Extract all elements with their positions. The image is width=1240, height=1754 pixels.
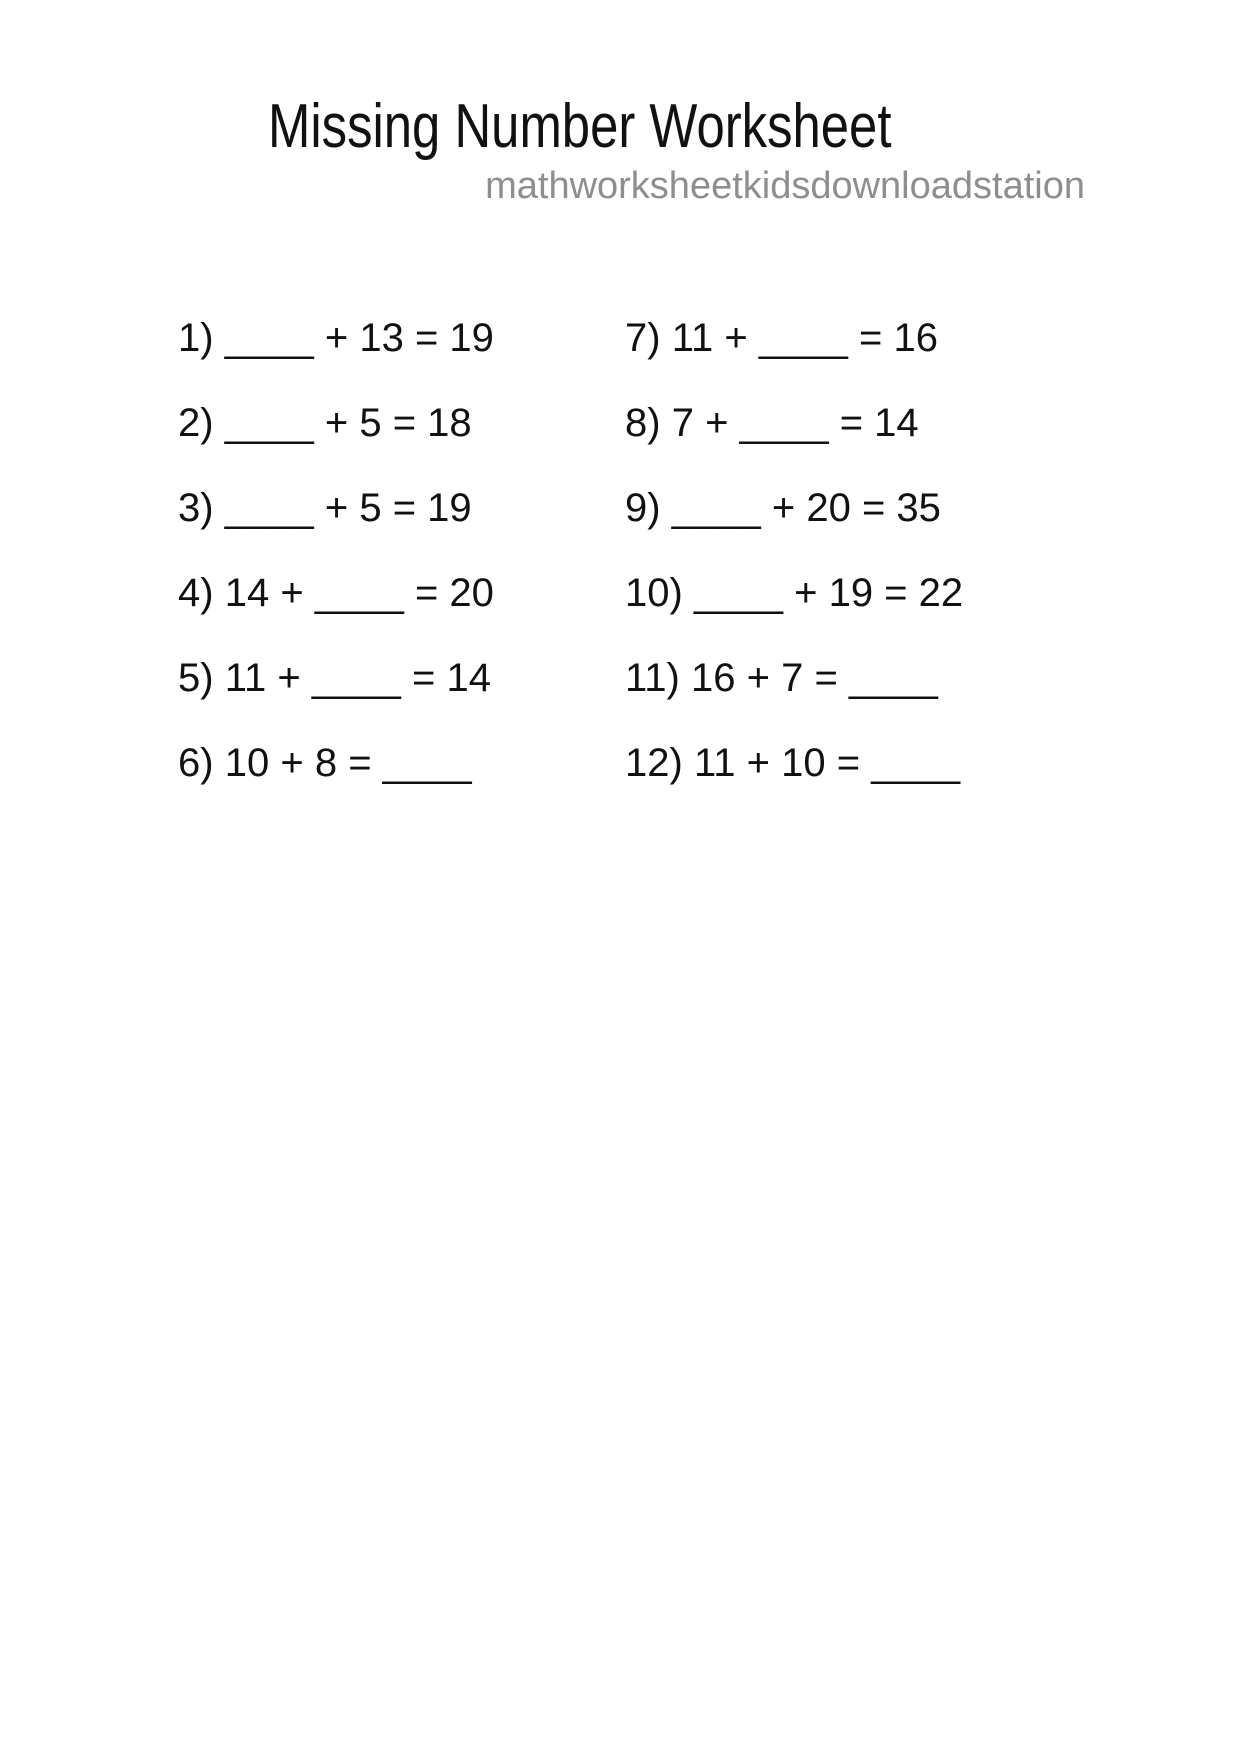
problem-label: 1) [178, 316, 214, 360]
problem-item [178, 381, 625, 466]
problems-column-right [625, 296, 963, 806]
problem-label: 6) [178, 741, 214, 785]
problem-label: 9) [625, 486, 661, 530]
problem-item [178, 466, 625, 551]
problem-expression: 16 + 7 = ____ [691, 656, 938, 700]
problem-label: 2) [178, 401, 214, 445]
problem-expression: ____ + 20 = 35 [671, 486, 941, 530]
problem-expression: 14 + ____ = 20 [224, 571, 494, 615]
worksheet-title: Missing Number Worksheet [268, 92, 892, 161]
problem-label: 12) [625, 741, 683, 785]
problem-label: 3) [178, 486, 214, 530]
problem-item [178, 721, 625, 806]
problem-item [625, 551, 963, 636]
problem-label: 4) [178, 571, 214, 615]
problem-expression: ____ + 13 = 19 [224, 316, 494, 360]
problem-expression: 7 + ____ = 14 [671, 401, 919, 445]
problem-item [178, 296, 625, 381]
problem-expression: 11 + ____ = 14 [224, 656, 491, 700]
problem-expression: 11 + ____ = 16 [671, 316, 938, 360]
problem-label: 11) [625, 656, 680, 700]
problems-column-left [178, 296, 625, 806]
problem-item [178, 551, 625, 636]
watermark-text: mathworksheetkidsdownloadstation [485, 165, 1085, 207]
problem-label: 8) [625, 401, 661, 445]
problem-expression: ____ + 19 = 22 [694, 571, 964, 615]
problem-label: 5) [178, 656, 214, 700]
problem-item [625, 296, 963, 381]
problem-expression: ____ + 5 = 19 [224, 486, 472, 530]
problem-expression: 11 + 10 = ____ [694, 741, 961, 785]
problem-item [625, 381, 963, 466]
problem-label: 7) [625, 316, 661, 360]
problems-grid [178, 296, 963, 806]
problem-expression: 10 + 8 = ____ [224, 741, 472, 785]
problem-item [178, 636, 625, 721]
problem-item [625, 636, 963, 721]
problem-item [625, 721, 963, 806]
problem-item [625, 466, 963, 551]
problem-label: 10) [625, 571, 683, 615]
problem-expression: ____ + 5 = 18 [224, 401, 472, 445]
